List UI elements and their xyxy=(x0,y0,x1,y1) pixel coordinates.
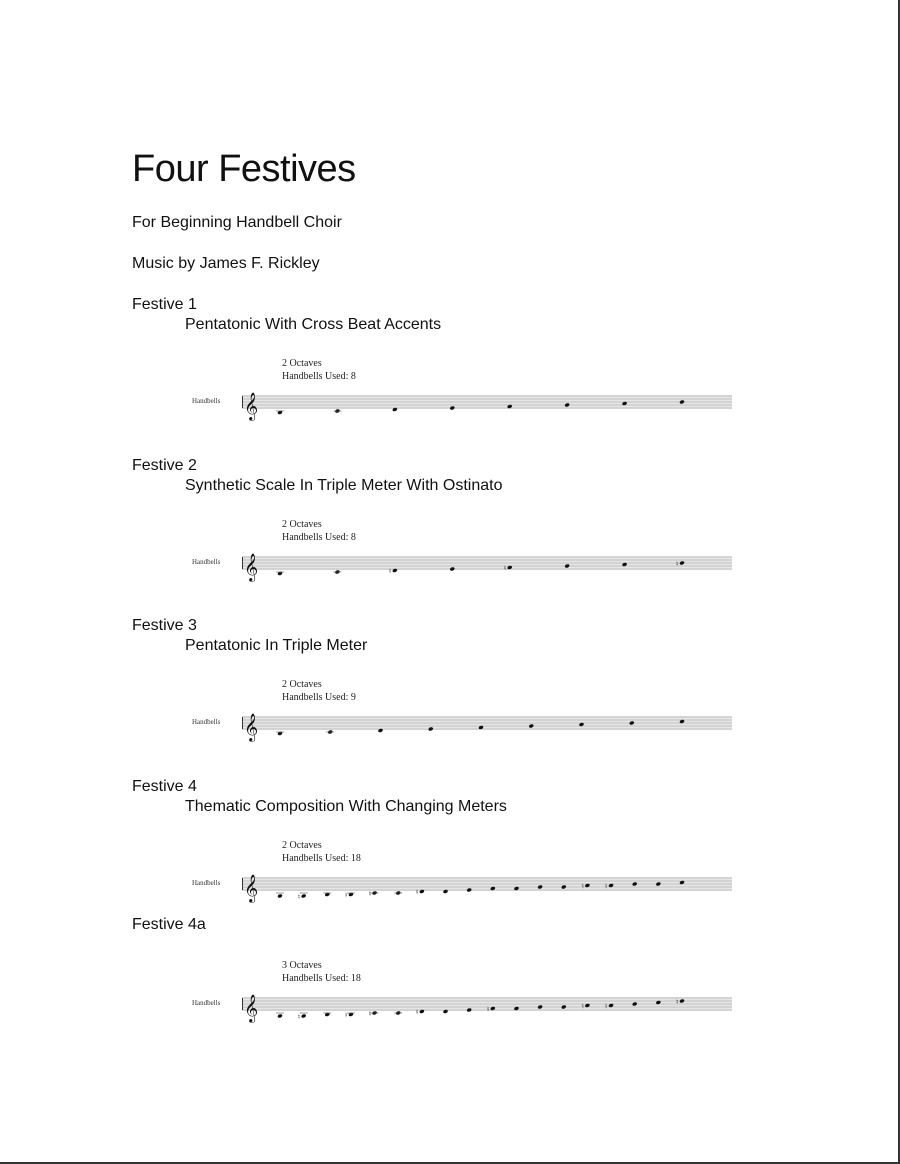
natural-sign-icon: ♮ xyxy=(486,1005,490,1014)
piece-festive-4a xyxy=(132,916,832,1026)
range-staff xyxy=(192,679,732,759)
treble-clef-icon: 𝄞 xyxy=(244,553,259,581)
piece-description: Thematic Composition With Changing Meters xyxy=(185,798,507,815)
natural-sign-icon: ♮ xyxy=(415,1008,419,1017)
piece-description: Pentatonic In Triple Meter xyxy=(185,637,368,654)
piece-description: Synthetic Scale In Triple Meter With Ostinato xyxy=(185,477,503,494)
octaves-label: 3 Octaves xyxy=(282,960,322,971)
staff-notation xyxy=(242,547,732,583)
piece-name: Festive 3 xyxy=(132,617,197,634)
treble-clef-icon: 𝄞 xyxy=(244,994,259,1022)
natural-sign-icon: ♮ xyxy=(368,1010,372,1018)
staff-notation xyxy=(242,707,732,743)
natural-sign-icon: ♮ xyxy=(581,882,584,891)
document-subtitle: For Beginning Handbell Choir xyxy=(132,214,342,231)
natural-sign-icon: ♮ xyxy=(368,890,372,898)
piece-festive-3 xyxy=(132,617,832,757)
treble-clef-icon: 𝄞 xyxy=(244,874,259,902)
natural-sign-icon: ♮ xyxy=(676,560,679,568)
staff-notation xyxy=(242,868,732,904)
range-staff xyxy=(192,840,732,920)
range-staff xyxy=(192,960,732,1040)
range-staff xyxy=(192,519,732,599)
staff-notation xyxy=(242,988,732,1024)
octaves-label: 2 Octaves xyxy=(282,358,322,369)
piece-festive-1 xyxy=(132,296,832,436)
note-head xyxy=(277,894,283,899)
instrument-label: Handbells xyxy=(192,397,221,405)
treble-clef-icon: 𝄞 xyxy=(244,713,259,741)
range-staff xyxy=(192,358,732,438)
piece-name: Festive 4a xyxy=(132,916,206,933)
piece-name: Festive 4 xyxy=(132,778,197,795)
natural-sign-icon: ♮ xyxy=(605,1002,608,1011)
natural-sign-icon: ♮ xyxy=(388,567,392,576)
note-head xyxy=(277,1014,283,1019)
natural-sign-icon: ♮ xyxy=(581,1002,584,1011)
treble-clef-icon: 𝄞 xyxy=(244,392,259,420)
natural-sign-icon: ♮ xyxy=(415,888,419,897)
natural-sign-icon: ♮ xyxy=(605,882,608,891)
natural-sign-icon: ♮ xyxy=(344,891,348,900)
natural-sign-icon: ♮ xyxy=(344,1011,348,1020)
octaves-label: 2 Octaves xyxy=(282,679,322,690)
natural-sign-icon: ♮ xyxy=(297,1013,301,1021)
bells-used-label: Handbells Used: 18 xyxy=(282,973,361,984)
note-head xyxy=(301,894,307,899)
piece-name: Festive 2 xyxy=(132,457,197,474)
bells-used-label: Handbells Used: 9 xyxy=(282,692,356,703)
instrument-label: Handbells xyxy=(192,718,221,726)
bells-used-label: Handbells Used: 18 xyxy=(282,853,361,864)
bells-used-label: Handbells Used: 8 xyxy=(282,371,356,382)
octaves-label: 2 Octaves xyxy=(282,840,322,851)
note-head xyxy=(301,1014,307,1019)
instrument-label: Handbells xyxy=(192,879,221,887)
document-title: Four Festives xyxy=(132,148,356,190)
piece-name: Festive 1 xyxy=(132,296,197,313)
piece-description: Pentatonic With Cross Beat Accents xyxy=(185,316,442,333)
instrument-label: Handbells xyxy=(192,558,221,566)
natural-sign-icon: ♮ xyxy=(297,893,301,901)
natural-sign-icon: ♮ xyxy=(503,564,507,573)
natural-sign-icon: ♮ xyxy=(676,998,679,1006)
piece-festive-4 xyxy=(132,778,832,918)
bells-used-label: Handbells Used: 8 xyxy=(282,532,356,543)
staff-notation xyxy=(242,386,732,422)
composer-credit: Music by James F. Rickley xyxy=(132,255,320,272)
octaves-label: 2 Octaves xyxy=(282,519,322,530)
instrument-label: Handbells xyxy=(192,999,221,1007)
piece-festive-2 xyxy=(132,457,832,597)
